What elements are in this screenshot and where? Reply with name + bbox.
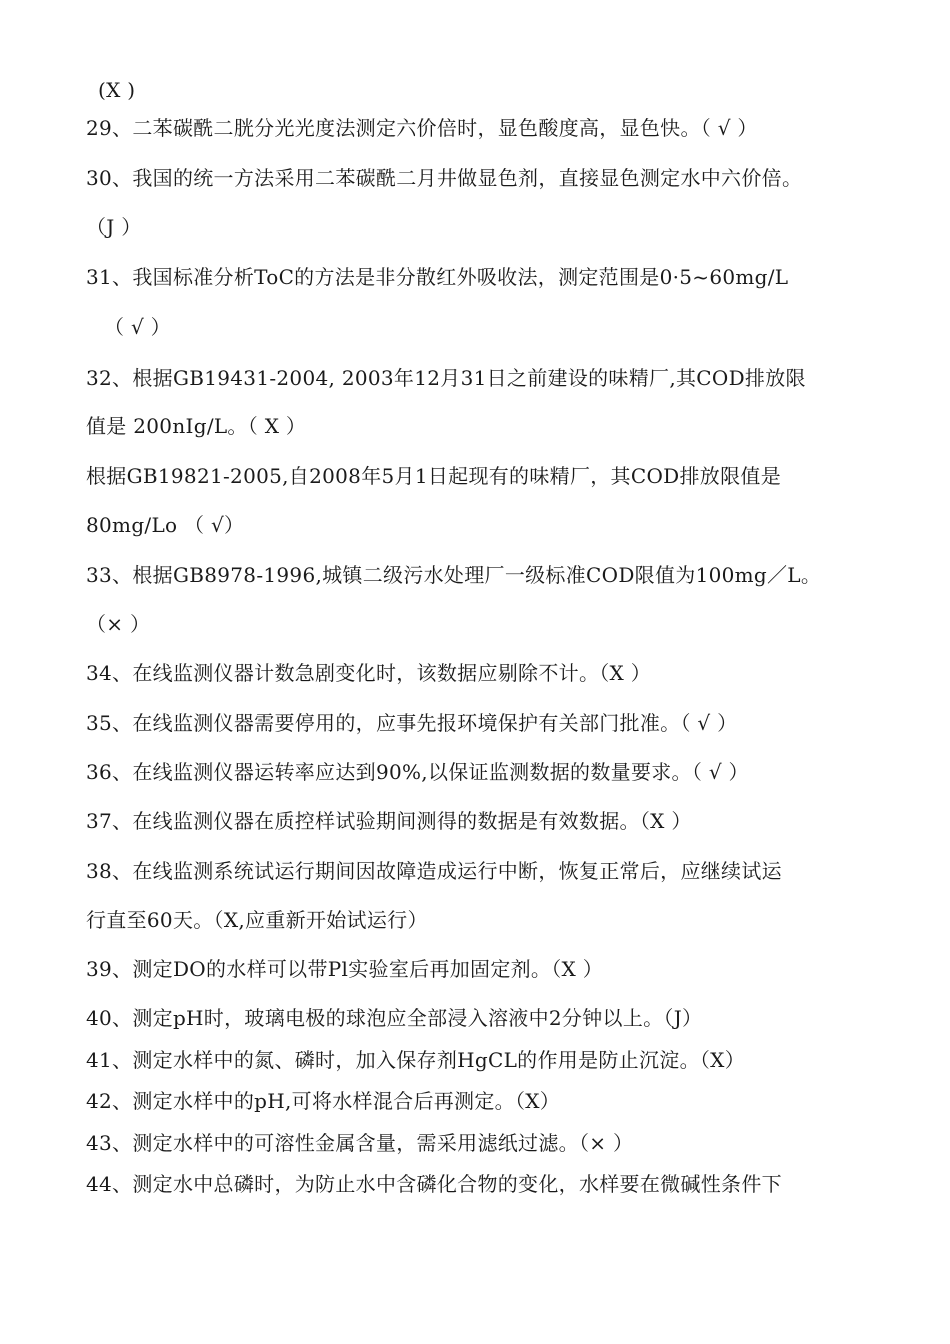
text-line: （J ）	[86, 215, 142, 239]
text-line: 行直至60天。（X,应重新开始试运行）	[86, 908, 428, 932]
text-line: (X )	[98, 78, 136, 102]
text-line: 42、测定水样中的pH,可将水样混合后再测定。（X）	[86, 1089, 561, 1113]
text-line: 值是 200nIg/L。（ X ）	[86, 414, 307, 438]
text-line: 35、在线监测仪器需要停用的，应事先报环境保护有关部门批准。（ √ ）	[86, 711, 738, 735]
text-line: 33、根据GB8978-1996,城镇二级污水处理厂一级标准COD限值为100mg／L。	[86, 563, 822, 587]
text-line: 38、在线监测系统试运行期间因故障造成运行中断，恢复正常后，应继续试运	[86, 859, 782, 883]
text-line: 29、二苯碳酰二胱分光光度法测定六价倍时，显色酸度高，显色快。（ √ ）	[86, 116, 758, 140]
text-line: 31、我国标准分析ToC的方法是非分散红外吸收法，测定范围是0·5~60mg/L	[86, 265, 789, 289]
text-line: 37、在线监测仪器在质控样试验期间测得的数据是有效数据。（X ）	[86, 809, 692, 833]
text-line: 39、测定DO的水样可以带Pl实验室后再加固定剂。（X ）	[86, 957, 604, 981]
text-line: 36、在线监测仪器运转率应达到90%,以保证监测数据的数量要求。（ √ ）	[86, 760, 749, 784]
text-line: 44、测定水中总磷时，为防止水中含磷化合物的变化，水样要在微碱性条件下	[86, 1172, 782, 1196]
text-line: 30、我国的统一方法采用二苯碳酰二月井做显色剂，直接显色测定水中六价倍。	[86, 166, 803, 190]
text-line: 34、在线监测仪器计数急剧变化时，该数据应剔除不计。（X ）	[86, 661, 652, 685]
text-line: 40、测定pH时，玻璃电极的球泡应全部浸入溶液中2分钟以上。（J）	[86, 1006, 703, 1030]
text-line: 32、根据GB19431-2004, 2003年12月31日之前建设的味精厂,其COD排放限	[86, 366, 806, 390]
text-line: 80mg/Lo （ √）	[86, 513, 245, 537]
text-line: （ √ ）	[104, 315, 171, 339]
text-line: 43、测定水样中的可溶性金属含量，需采用滤纸过滤。（× ）	[86, 1131, 634, 1155]
text-line: 根据GB19821-2005,自2008年5月1日起现有的味精厂，其COD排放限值是	[86, 464, 781, 488]
text-line: （× ）	[86, 612, 151, 636]
text-line: 41、测定水样中的氮、磷时，加入保存剂HgCL的作用是防止沉淀。（X）	[86, 1048, 746, 1072]
